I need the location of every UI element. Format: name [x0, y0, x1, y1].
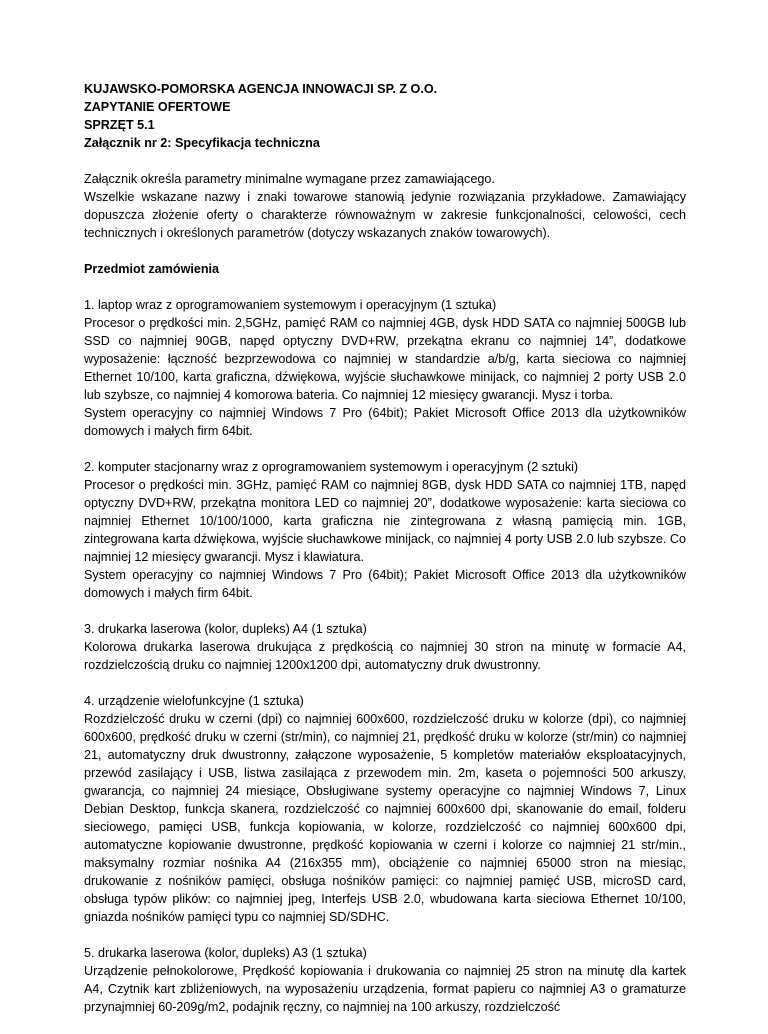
spec-item: [84, 944, 686, 1016]
document-type: ZAPYTANIE OFERTOWE: [84, 100, 231, 114]
document-page: [84, 80, 686, 1034]
spec-item-body: Kolorowa drukarka laserowa drukująca z prędkością co najmniej 30 stron na minutę w formacie A4, rozdzielczością druku co najmniej 1200x1200 dpi, automatyczny druk dwustronny.: [84, 640, 686, 672]
attachment-title: Załącznik nr 2: Specyfikacja techniczna: [84, 136, 320, 150]
spec-item-title: 4. urządzenie wielofunkcyjne (1 sztuka): [84, 694, 304, 708]
organization-name: KUJAWSKO-POMORSKA AGENCJA INNOWACJI SP. Z O.O.: [84, 82, 438, 96]
spec-item: [84, 296, 686, 440]
spec-item-title: 3. drukarka laserowa (kolor, dupleks) A4 (1 sztuka): [84, 622, 367, 636]
spec-item-body: Rozdzielczość druku w czerni (dpi) co najmniej 600x600, rozdzielczość druku w kolorze (dpi), co najmniej 600x600, prędkość druku w czerni (str/min), co najmniej 21, prędkość druku w kolorze (str/min) co najmniej 21, automatyczny druk dwustronny, załączone wyposażenie, 5 kompletów materiałów eksploatacyjnych, przewód zasilający i USB, listwa zasilająca z przewodem min. 2m, kaseta o pojemności 500 arkuszy, gwarancja, co najmniej 24 miesiące, Obsługiwane systemy operacyjne co najmniej Windows 7, Linux Debian Desktop, funkcja skanera, rozdzielczość co najmniej 600x600 dpi, skanowanie do email, folderu sieciowego, pamięci USB, funkcja kopiowania, w kolorze, rozdzielczość co najmniej 600x600 dpi, automatyczne kopiowanie dwustronne, prędkość kopiowania w czerni i kolorze co najmniej 21 str/min., maksymalny rozmiar nośnika A4 (216x355 mm), obciążenie co najmniej 65000 stron na miesiąc, drukowanie z nośników pamięci, obsługa nośników pamięci: co najmniej pamięć USB, microSD card, obsługa typów plików: co najmniej jpeg, Interfejs USB 2.0, wbudowana karta sieciowa Ethernet 10/100, gniazda nośników pamięci typu co najmniej SD/SDHC.: [84, 712, 686, 924]
spec-item: [84, 620, 686, 674]
spec-item-title: 1. laptop wraz z oprogramowaniem systemowym i operacyjnym (1 sztuka): [84, 298, 497, 312]
intro-section: [84, 170, 686, 242]
document-header: [84, 80, 686, 152]
section-heading: Przedmiot zamówienia: [84, 262, 220, 276]
spec-item: [84, 458, 686, 602]
intro-paragraph: Wszelkie wskazane nazwy i znaki towarowe stanowią jedynie rozwiązania przykładowe. Zamawiający dopuszcza złożenie oferty o charakterze równoważnym w zakresie funkcjonalności, celowości, cech technicznych i określonych parametrów (dotyczy wskazanych znaków towarowych).: [84, 190, 686, 240]
spec-item-body: Procesor o prędkości min. 3GHz, pamięć RAM co najmniej 8GB, dysk HDD SATA co najmniej 1TB, napęd optyczny DVD+RW, przekątna monitora LED co najmniej 20”, dodatkowe wyposażenie: karta sieciowa co najmniej Ethernet 10/100/1000, karta graficzna nie zintegrowana z własną pamięcią min. 1GB, zintegrowana karta dźwiękowa, wyjście słuchawkowe minijack, co najmniej 4 porty USB 2.0 lub szybsze. Co najmniej 12 miesięcy gwarancji. Mysz i klawiatura. System operacyjny co najmniej Windows 7 Pro (64bit); Pakiet Microsoft Office 2013 dla użytkowników domowych i małych firm 64bit.: [84, 478, 686, 600]
spec-item-title: 2. komputer stacjonarny wraz z oprogramowaniem systemowym i operacyjnym (2 sztuki): [84, 460, 579, 474]
spec-item-title: 5. drukarka laserowa (kolor, dupleks) A3 (1 sztuka): [84, 946, 367, 960]
spec-item: [84, 692, 686, 926]
spec-item-body: Procesor o prędkości min. 2,5GHz, pamięć RAM co najmniej 4GB, dysk HDD SATA co najmniej 500GB lub SSD co najmniej 90GB, napęd optyczny DVD+RW, przekątna ekranu co najmniej 14”, dodatkowe wyposażenie: łączność bezprzewodowa co najmniej w standardzie a/b/g, karta sieciowa co najmniej Ethernet 10/100, karta graficzna, dźwiękowa, wyjście słuchawkowe minijack, co najmniej 2 porty USB 2.0 lub szybsze, co najmniej 4 komorowa bateria. Co najmniej 12 miesięcy gwarancji. Mysz i torba. System operacyjny co najmniej Windows 7 Pro (64bit); Pakiet Microsoft Office 2013 dla użytkowników domowych i małych firm 64bit.: [84, 316, 686, 438]
project-code: SPRZĘT 5.1: [84, 118, 155, 132]
spec-item-body: Urządzenie pełnokolorowe, Prędkość kopiowania i drukowania co najmniej 25 stron na minutę dla kartek A4, Czytnik kart zbliżeniowych, na wyposażeniu urządzenia, format papieru co najmniej A3 o gramaturze przynajmniej 60-209g/m2, podajnik ręczny, co najmniej na 100 arkuszy, rozdzielczość: [84, 964, 686, 1014]
intro-paragraph: Załącznik określa parametry minimalne wymagane przez zamawiającego.: [84, 172, 495, 186]
